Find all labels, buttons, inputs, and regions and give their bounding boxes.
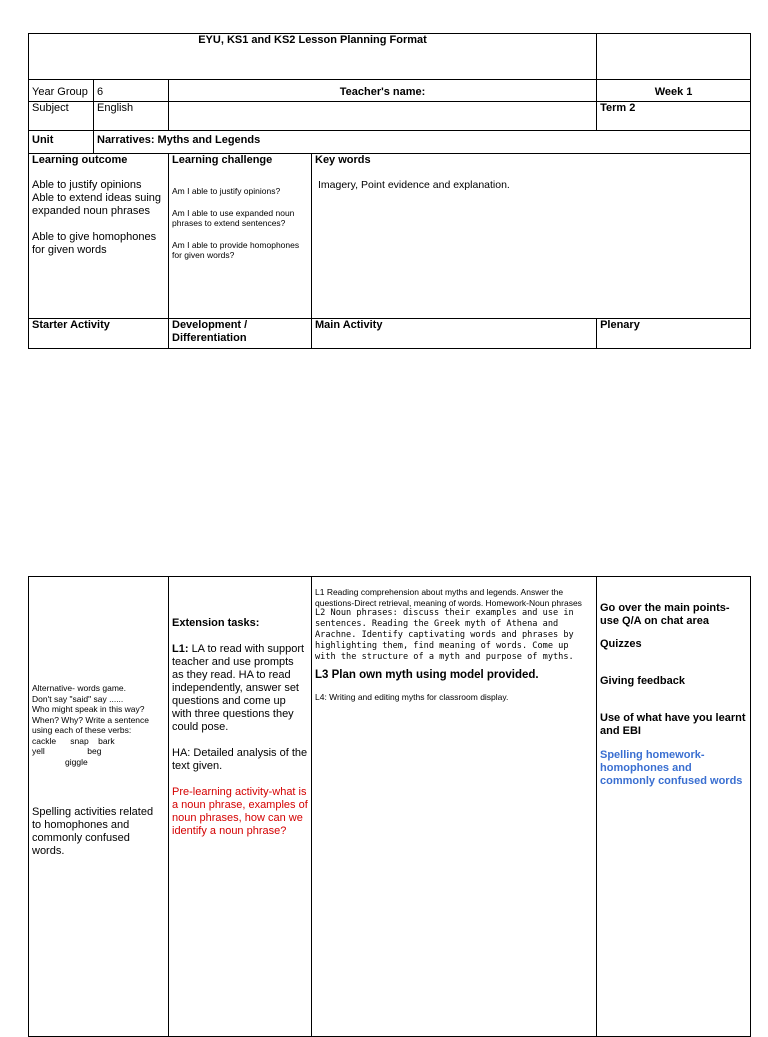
extension-tasks-heading: Extension tasks: [172, 617, 260, 629]
verbs-row-2: yell beg [32, 746, 102, 756]
verbs-row-1: cackle snap bark [32, 735, 115, 746]
outcome-1: Able to justify opinions [32, 179, 142, 191]
plenary-4: Use of what have you learnt and EBI [600, 712, 746, 737]
challenge-3: Am I able to provide homophones for given words? [172, 239, 300, 260]
page-title: EYU, KS1 and KS2 Lesson Planning Format [29, 34, 597, 80]
starter-game-line-3: Who might speak in this way? [32, 704, 145, 714]
plenary-heading: Plenary [597, 319, 751, 349]
subject-value: English [94, 102, 169, 131]
unit-value: Narratives: Myths and Legends [94, 131, 751, 154]
main-l4: L4: Writing and editing myths for classroom display. [315, 692, 509, 702]
key-words-cell [312, 154, 751, 319]
alternative-words-game [32, 683, 165, 767]
key-words-text: Imagery, Point evidence and explanation. [318, 179, 510, 191]
spelling-activities: Spelling activities related to homophones and commonly confused words. [32, 806, 154, 857]
main-l2: L2 Noun phrases: discuss their examples and use in sentences. Reading the Greek myth of Athena and Arachne. Identify captivating words and phrases by highlighting them, find meaning of words. Come up with the structure of a myth and purpose of myths. [315, 608, 574, 662]
teachers-name-label: Teacher's name: [169, 80, 597, 102]
key-words-heading: Key words [315, 154, 371, 166]
l1-text: LA to read with support teacher and use prompts as they read. HA to read independently, answer set questions and come up with three questions they could pose. [172, 643, 305, 733]
main-l3: L3 Plan own myth using model provided. [315, 669, 539, 681]
year-group-label: Year Group [29, 80, 94, 102]
learning-challenge-heading: Learning challenge [172, 154, 273, 166]
main-activity-heading: Main Activity [312, 319, 597, 349]
starter-activity-cell [29, 577, 169, 1037]
plenary-1: Go over the main points-use Q/A on chat area [600, 602, 730, 627]
l1-extension-text [172, 643, 308, 734]
unit-label: Unit [29, 131, 94, 154]
starter-game-line-4: When? Why? Write a sentence using each of these verbs: [32, 714, 150, 735]
main-activity-cell [312, 577, 597, 1037]
lesson-plan-body-table [28, 576, 751, 1037]
plenary-5: Spelling homework-homophones and commonly confused words [600, 749, 743, 787]
learning-challenge-cell [169, 154, 312, 319]
outcome-2: Able to extend ideas suing expanded noun phrases [32, 192, 162, 217]
pre-learning-activity: Pre-learning activity-what is a noun phrase, examples of noun phrases, how can we identify a noun phrase? [172, 786, 308, 837]
year-group-value: 6 [94, 80, 169, 102]
development-heading: Development / Differentiation [169, 319, 312, 349]
starter-game-line-1: Alternative- words game. [32, 683, 127, 693]
learning-outcome-cell [29, 154, 169, 319]
term-label: Term 2 [597, 102, 751, 131]
starter-game-line-2: Don't say "said" say ...... [32, 693, 124, 704]
subject-label: Subject [29, 102, 94, 131]
plenary-3: Giving feedback [600, 675, 685, 687]
main-l1: L1 Reading comprehension about myths and legends. Answer the questions-Direct retrieval, meaning of words. Homework-Noun phrases [315, 587, 582, 608]
ha-analysis: HA: Detailed analysis of the text given. [172, 747, 308, 772]
plenary-cell [597, 577, 751, 1037]
challenge-1: Am I able to justify opinions? [172, 186, 281, 196]
lesson-plan-header-table [28, 33, 751, 349]
outcome-3: Able to give homophones for given words [32, 231, 157, 256]
development-cell [169, 577, 312, 1037]
learning-outcome-heading: Learning outcome [32, 154, 128, 166]
l1-label: L1: [172, 643, 189, 655]
subject-blank-cell [169, 102, 597, 131]
week-label: Week 1 [597, 80, 751, 102]
title-blank-cell [597, 34, 751, 80]
challenge-2: Am I able to use expanded noun phrases to extend sentences? [172, 207, 295, 228]
plenary-2: Quizzes [600, 638, 642, 650]
starter-activity-heading: Starter Activity [29, 319, 169, 349]
verbs-row-3: giggle [65, 756, 88, 767]
